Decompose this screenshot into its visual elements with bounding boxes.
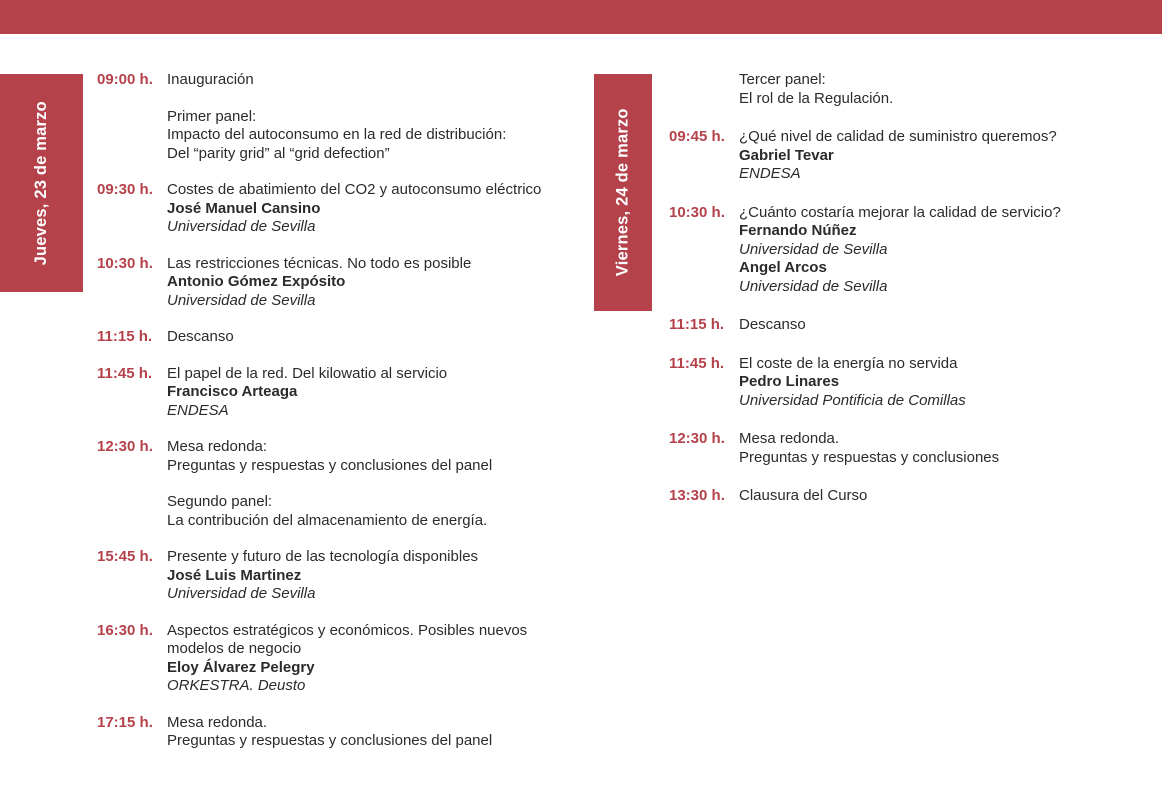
entry-time: 09:30 h. (97, 181, 153, 198)
panel-heading (97, 493, 577, 530)
entry-title: El rol de la Regulación. (739, 89, 894, 107)
schedule-entry (669, 316, 1149, 335)
entry-speaker: Antonio Gómez Expósito (167, 273, 346, 290)
entry-time: 09:00 h. (97, 71, 153, 88)
schedule-entry (97, 438, 577, 475)
panel-heading (669, 71, 1149, 108)
schedule-entry (669, 204, 1149, 297)
entry-title: Mesa redonda. (739, 430, 840, 447)
entry-time: 17:15 h. (97, 713, 153, 731)
schedule-entry (669, 128, 1149, 184)
entry-time (97, 108, 167, 164)
entry-time: 11:15 h. (669, 316, 725, 333)
entry-time: 12:30 h. (669, 430, 725, 447)
entry-title: Preguntas y respuestas y conclusiones del panel (167, 456, 493, 474)
entry-affiliation: Universidad de Sevilla (167, 585, 316, 602)
top-header-bar (0, 0, 1162, 34)
entry-speaker: Gabriel Tevar (739, 146, 834, 164)
schedule-entry (669, 430, 1149, 467)
schedule-entry (669, 355, 1149, 411)
entry-time: 11:45 h. (97, 364, 153, 382)
entry-title: Descanso (167, 328, 234, 345)
entry-title: modelos de negocio (167, 640, 302, 657)
schedule-thursday (97, 71, 577, 751)
entry-title: Descanso (739, 316, 806, 333)
entry-title: Preguntas y respuestas y conclusiones (739, 448, 1000, 466)
entry-time: 12:30 h. (97, 438, 153, 455)
entry-speaker: Pedro Linares (739, 373, 840, 390)
schedule-entry (97, 328, 577, 347)
day-tab-thursday (0, 74, 83, 292)
entry-title: La contribución del almacenamiento de energía. (167, 511, 488, 529)
entry-title: Mesa redonda: (167, 438, 268, 455)
entry-time: 11:45 h. (669, 354, 725, 372)
entry-time: 11:15 h. (97, 328, 153, 345)
entry-title: Primer panel: (167, 107, 257, 125)
day-tab-label: Viernes, 24 de marzo (613, 108, 632, 277)
entry-speaker: Eloy Álvarez Pelegry (167, 658, 315, 676)
entry-speaker: Angel Arcos (739, 259, 827, 276)
schedule-entry (97, 714, 577, 751)
schedule-friday (669, 71, 1149, 506)
entry-affiliation: Universidad de Sevilla (167, 291, 316, 309)
entry-title: Presente y futuro de las tecnología disponibles (167, 548, 479, 565)
entry-title: Segundo panel: (167, 493, 273, 510)
entry-time: 10:30 h. (669, 203, 725, 221)
entry-time: 16:30 h. (97, 621, 153, 639)
entry-time: 10:30 h. (97, 254, 153, 272)
schedule-entry (97, 548, 577, 604)
entry-title: ¿Qué nivel de calidad de suministro queremos? (739, 128, 1057, 145)
entry-affiliation: ENDESA (739, 165, 801, 182)
entry-speaker: José Luis Martinez (167, 566, 302, 584)
entry-title: El coste de la energía no servida (739, 354, 958, 372)
entry-time (97, 493, 167, 530)
entry-title: Del “parity grid” al “grid defection” (167, 144, 390, 162)
entry-title: Tercer panel: (739, 71, 826, 88)
entry-affiliation: Universidad de Sevilla (739, 240, 888, 258)
entry-affiliation: ENDESA (167, 401, 229, 419)
schedule-entry (97, 365, 577, 421)
entry-title: Las restricciones técnicas. No todo es posible (167, 254, 472, 272)
entry-title: Costes de abatimiento del CO2 y autoconsumo eléctrico (167, 181, 542, 198)
entry-time: 13:30 h. (669, 487, 725, 504)
schedule-entry (97, 181, 577, 237)
entry-speaker: José Manuel Cansino (167, 199, 321, 217)
day-tab-friday (594, 74, 652, 311)
panel-heading (97, 108, 577, 164)
entry-affiliation: ORKESTRA. Deusto (167, 677, 306, 694)
entry-title: Clausura del Curso (739, 487, 868, 504)
entry-time: 09:45 h. (669, 128, 725, 145)
entry-title: ¿Cuánto costaría mejorar la calidad de servicio? (739, 203, 1061, 221)
entry-title: El papel de la red. Del kilowatio al servicio (167, 364, 448, 382)
entry-speaker: Fernando Núñez (739, 222, 857, 239)
entry-time: 15:45 h. (97, 548, 153, 565)
entry-title: Impacto del autoconsumo en la red de distribución: (167, 126, 507, 143)
schedule-entry (669, 487, 1149, 506)
entry-title: Aspectos estratégicos y económicos. Posibles nuevos (167, 621, 528, 639)
schedule-entry (97, 71, 577, 90)
entry-title: Mesa redonda. (167, 713, 268, 731)
schedule-entry (97, 622, 577, 696)
entry-title: Preguntas y respuestas y conclusiones del panel (167, 732, 493, 749)
entry-time (669, 71, 739, 108)
entry-title: Inauguración (167, 71, 254, 88)
entry-affiliation: Universidad Pontificia de Comillas (739, 391, 966, 409)
schedule-entry (97, 255, 577, 311)
day-tab-label: Jueves, 23 de marzo (32, 100, 51, 266)
entry-affiliation: Universidad de Sevilla (167, 218, 316, 235)
entry-affiliation: Universidad de Sevilla (739, 277, 888, 295)
entry-speaker: Francisco Arteaga (167, 383, 298, 400)
